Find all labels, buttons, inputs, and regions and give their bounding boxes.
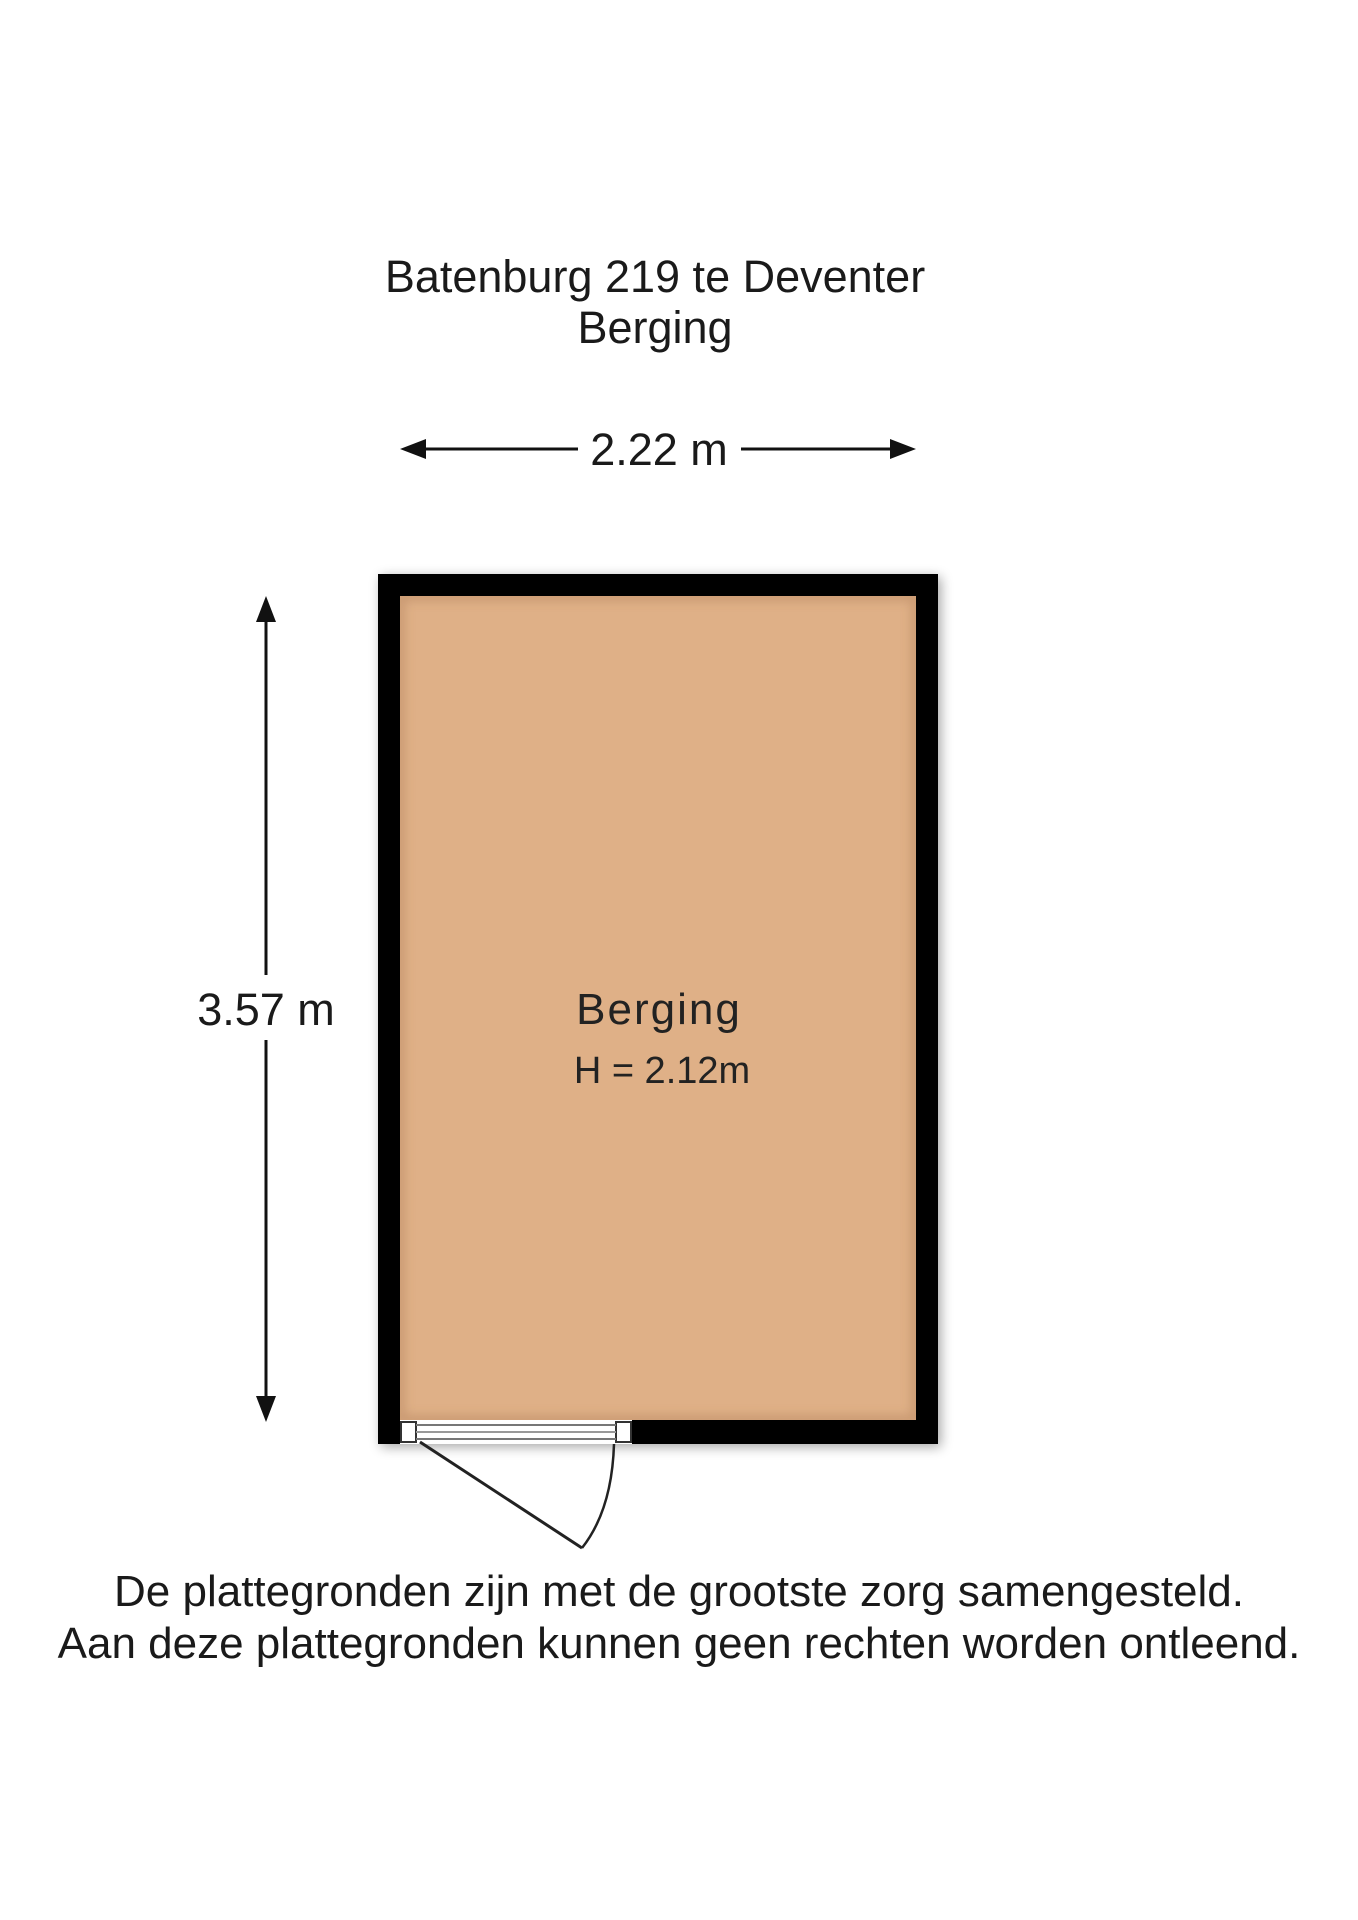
- disclaimer-line-2: Aan deze plattegronden kunnen geen rechten worden ontleend.: [57, 1619, 1301, 1668]
- door-frame-right: [616, 1422, 631, 1442]
- plan-subtitle: Berging: [577, 302, 733, 353]
- plan-title: Batenburg 219 te Deventer: [384, 251, 926, 302]
- room-height: H = 2.12m: [573, 1050, 751, 1092]
- disclaimer-line-1: De plattegronden zijn met de grootste zorg samengesteld.: [114, 1567, 1244, 1616]
- room-berging: [378, 574, 938, 1548]
- width-dimension-arrow-right: [890, 439, 916, 459]
- door-leaf: [420, 1442, 582, 1548]
- width-dimension-arrow-left: [400, 439, 426, 459]
- room-name: Berging: [576, 985, 742, 1034]
- door-frame-left: [401, 1422, 416, 1442]
- width-dimension-label: 2.22 m: [590, 424, 728, 475]
- height-dimension: [197, 596, 335, 1422]
- height-dimension-label: 3.57 m: [197, 984, 335, 1035]
- height-dimension-arrow-top: [256, 596, 276, 622]
- width-dimension: [400, 424, 916, 475]
- door-swing-arc: [582, 1444, 614, 1548]
- height-dimension-arrow-bottom: [256, 1396, 276, 1422]
